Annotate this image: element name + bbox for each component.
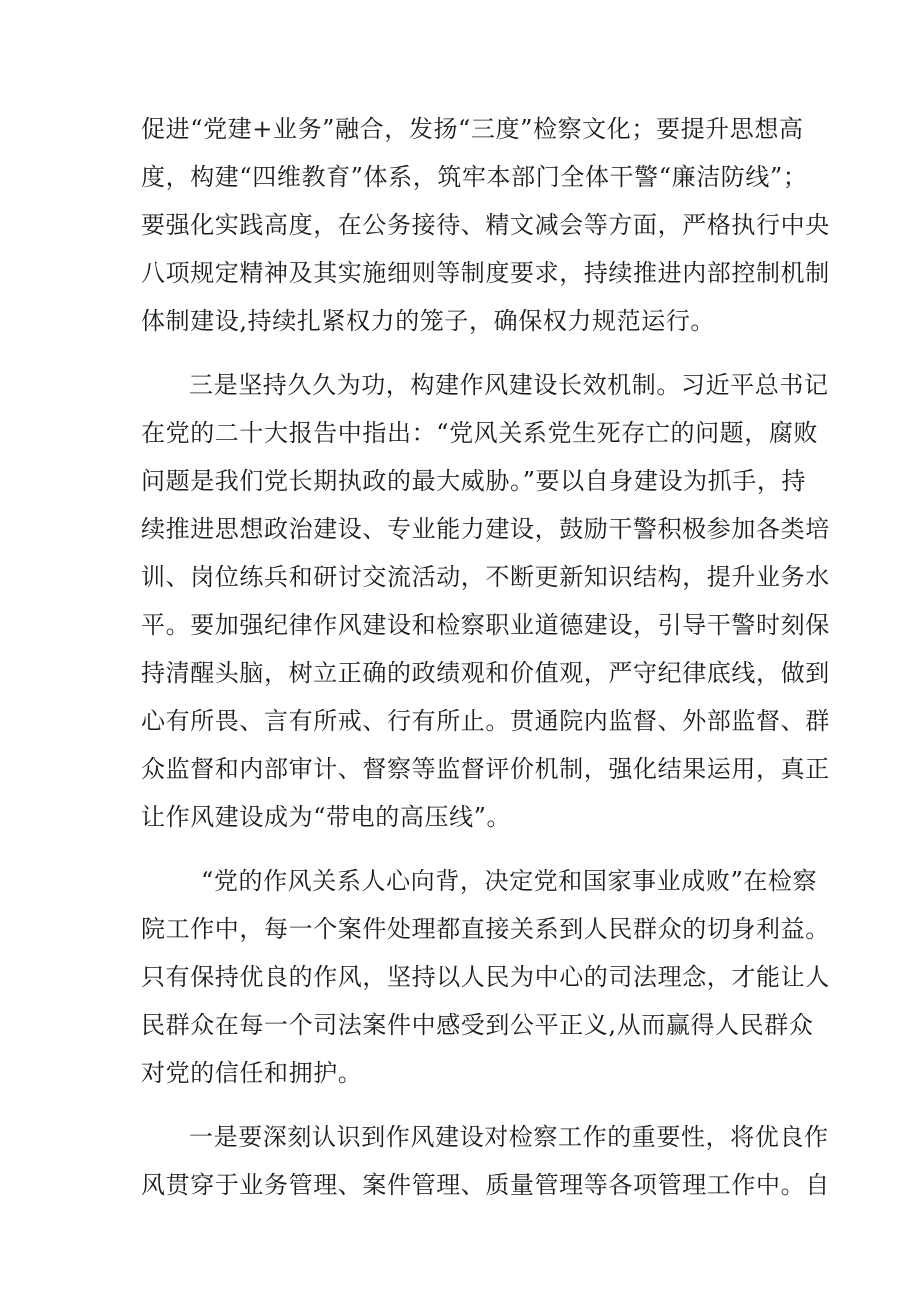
text-line: 体制建设,持续扎紧权力的笼子，确保权力规范运行。	[141, 307, 716, 335]
paragraph-gap	[141, 1097, 791, 1113]
text-line: 民群众在每一个司法案件中感受到公平正义,从而赢得人民群众	[141, 1011, 814, 1039]
text-line: 三是坚持久久为功，构建作风建设长效机制。习近平总书记	[189, 371, 829, 399]
text-line: 让作风建设成为“带电的高压线”。	[141, 803, 512, 831]
paragraph-2	[141, 361, 830, 841]
text-line: 众监督和内部审计、督察等监督评价机制，强化结果运用，真正	[141, 755, 830, 783]
text-line: 续推进思想政治建设、专业能力建设，鼓励干警积极参加各类培	[141, 515, 830, 543]
text-line: 八项规定精神及其实施细则等制度要求，持续推进内部控制机制	[141, 259, 830, 287]
text-line: 风贯穿于业务管理、案件管理、质量管理等各项管理工作中。自	[141, 1171, 830, 1199]
text-line: 要强化实践高度，在公务接待、精文减会等方面，严格执行中央	[141, 211, 830, 239]
text-line: 对党的信任和拥护。	[141, 1059, 363, 1087]
document-body	[141, 105, 830, 1209]
paragraph-gap	[141, 841, 791, 857]
text-line: “党的作风关系人心向背，决定党和国家事业成败”在检察	[201, 867, 818, 895]
text-line: 度，构建“四维教育”体系，筑牢本部门全体干警“廉洁防线”；	[141, 163, 808, 191]
text-line: 平。要加强纪律作风建设和检察职业道德建设，引导干警时刻保	[141, 611, 830, 639]
paragraph-4	[141, 1113, 830, 1209]
paragraph-3	[141, 857, 830, 1097]
text-line: 院工作中，每一个案件处理都直接关系到人民群众的切身利益。	[141, 915, 830, 943]
text-line: 在党的二十大报告中指出：“党风关系党生死存亡的问题，腐败	[141, 419, 819, 447]
text-line: 只有保持优良的作风，坚持以人民为中心的司法理念，才能让人	[141, 963, 830, 991]
text-line: 一是要深刻认识到作风建设对检察工作的重要性，将优良作	[189, 1123, 829, 1151]
text-line: 持清醒头脑，树立正确的政绩观和价值观，严守纪律底线，做到	[141, 659, 830, 687]
paragraph-1	[141, 105, 830, 345]
text-line: 促进“党建+业务”融合，发扬“三度”检察文化；要提升思想高	[141, 115, 804, 143]
text-line: 心有所畏、言有所戒、行有所止。贯通院内监督、外部监督、群	[141, 707, 830, 735]
text-line: 问题是我们党长期执政的最大威胁。”要以自身建设为抓手，持	[141, 467, 807, 495]
text-line: 训、岗位练兵和研讨交流活动，不断更新知识结构，提升业务水	[141, 563, 830, 591]
paragraph-gap	[141, 345, 791, 361]
